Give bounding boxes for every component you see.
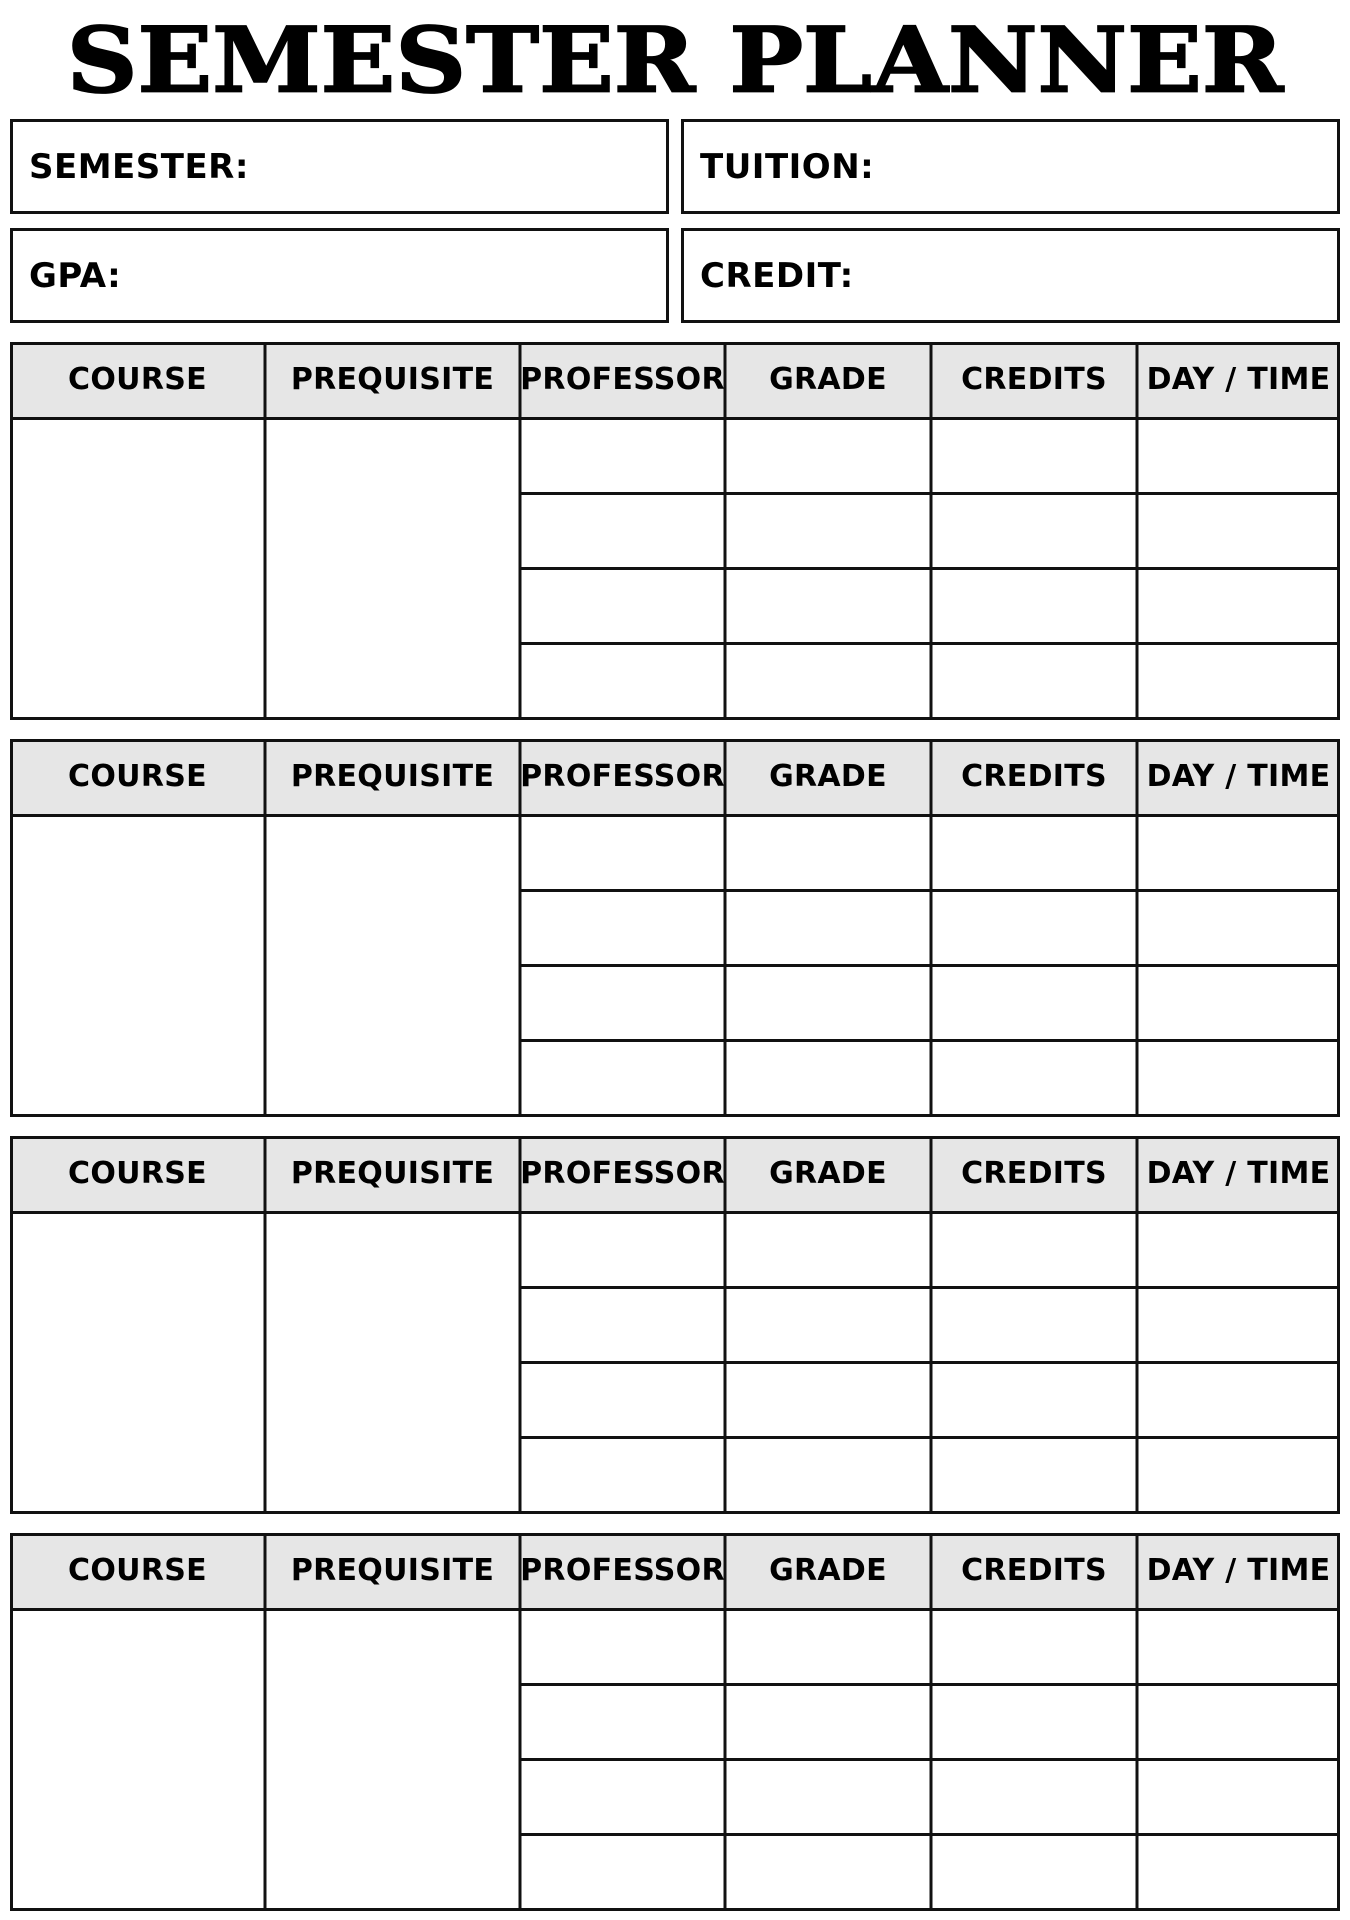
- semester-field[interactable]: [10, 119, 669, 214]
- tuition-field[interactable]: [681, 119, 1340, 214]
- semester-label: SEMESTER:: [29, 146, 249, 187]
- column-header-day-time: DAY / TIME: [1146, 759, 1331, 794]
- column-header-day-time: DAY / TIME: [1146, 1553, 1331, 1588]
- tuition-label: TUITION:: [700, 146, 875, 187]
- column-header-grade: GRADE: [769, 759, 887, 794]
- column-header-grade: GRADE: [769, 362, 887, 397]
- course-table-3: [10, 1136, 1340, 1514]
- credit-field[interactable]: [681, 228, 1340, 323]
- column-header-professor: PROFESSOR: [520, 1553, 725, 1588]
- course-table-4: [10, 1533, 1340, 1911]
- column-header-prequisite: PREQUISITE: [290, 1553, 495, 1588]
- column-header-course: COURSE: [68, 759, 207, 794]
- column-header-course: COURSE: [68, 362, 207, 397]
- column-header-professor: PROFESSOR: [520, 1156, 725, 1191]
- column-header-credits: CREDITS: [961, 759, 1107, 794]
- gpa-field[interactable]: [10, 228, 669, 323]
- column-header-day-time: DAY / TIME: [1146, 362, 1331, 397]
- credit-label: CREDIT:: [700, 255, 854, 296]
- column-header-credits: CREDITS: [961, 1553, 1107, 1588]
- column-header-course: COURSE: [68, 1553, 207, 1588]
- column-header-course: COURSE: [68, 1156, 207, 1191]
- course-table-2: [10, 739, 1340, 1117]
- column-header-grade: GRADE: [769, 1156, 887, 1191]
- column-header-prequisite: PREQUISITE: [290, 1156, 495, 1191]
- course-table-1: [10, 342, 1340, 720]
- page-title: SEMESTER PLANNER: [66, 7, 1284, 114]
- column-header-professor: PROFESSOR: [520, 362, 725, 397]
- column-header-prequisite: PREQUISITE: [290, 362, 495, 397]
- column-header-credits: CREDITS: [961, 362, 1107, 397]
- column-header-prequisite: PREQUISITE: [290, 759, 495, 794]
- column-header-day-time: DAY / TIME: [1146, 1156, 1331, 1191]
- column-header-professor: PROFESSOR: [520, 759, 725, 794]
- column-header-credits: CREDITS: [961, 1156, 1107, 1191]
- gpa-label: GPA:: [29, 255, 122, 296]
- column-header-grade: GRADE: [769, 1553, 887, 1588]
